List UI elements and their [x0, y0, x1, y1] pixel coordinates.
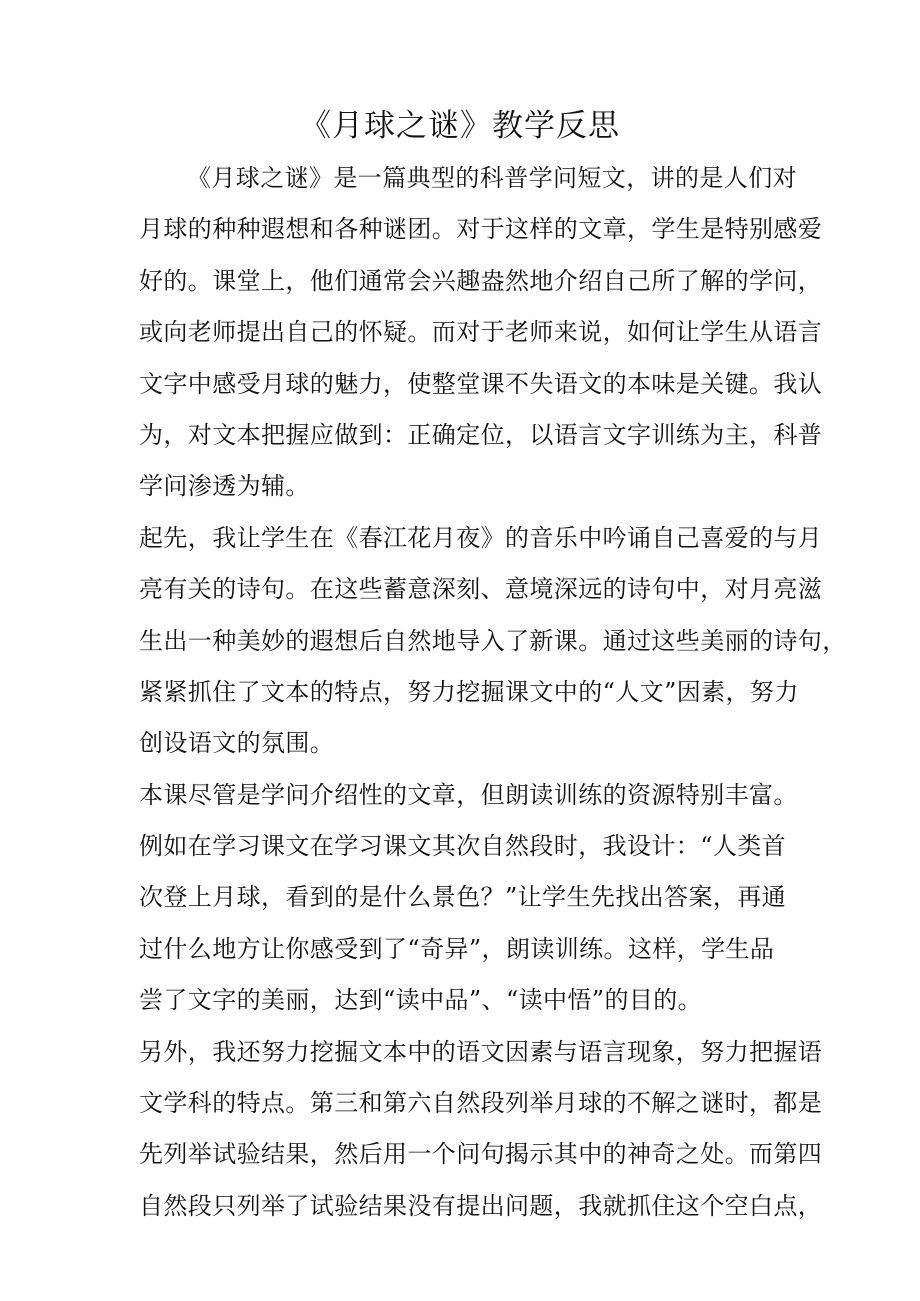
text-line: 月球的种种遐想和各种谜团。对于这样的文章，学生是特别感爱 — [139, 215, 823, 244]
text-line: 起先，我让学生在《春江花月夜》的音乐中吟诵自己喜爱的与月 — [139, 523, 823, 552]
text-line: 先列举试验结果，然后用一个问句揭示其中的神奇之处。而第四 — [139, 1140, 823, 1169]
text-line: 亮有关的诗句。在这些蓄意深刻、意境深远的诗句中，对月亮滋 — [139, 575, 823, 604]
text-line: 为，对文本把握应做到：正确定位，以语言文字训练为主，科普 — [139, 420, 823, 449]
text-line: 学问渗透为辅。 — [139, 472, 310, 501]
text-line: 过什么地方让你感受到了“奇异”，朗读训练。这样，学生品 — [139, 934, 775, 963]
body-text — [139, 153, 847, 1232]
text-line: 紧紧抓住了文本的特点，努力挖掘课文中的“人文”因素，努力 — [139, 677, 799, 706]
text-line: 好的。课堂上，他们通常会兴趣盎然地介绍自己所了解的学问， — [139, 266, 823, 295]
text-line: 另外，我还努力挖掘文本中的语文因素与语言现象，努力把握语 — [139, 1037, 823, 1066]
text-line: 例如在学习课文在学习课文其次自然段时，我设计：“人类首 — [139, 832, 787, 861]
text-line: 本课尽管是学问介绍性的文章，但朗读训练的资源特别丰富。 — [139, 780, 798, 809]
text-line: 次登上月球，看到的是什么景色？”让学生先找出答案，再通 — [139, 883, 787, 912]
text-line: 文学科的特点。第三和第六自然段列举月球的不解之谜时，都是 — [139, 1089, 823, 1118]
text-line: 生出一种美妙的遐想后自然地导入了新课。通过这些美丽的诗句， — [139, 626, 847, 655]
text-line: 创设语文的氛围。 — [139, 729, 335, 758]
page-title: 《月球之谜》教学反思 — [300, 108, 620, 144]
text-line: 《月球之谜》是一篇典型的科普学问短文，讲的是人们对 — [187, 164, 797, 192]
text-line: 自然段只列举了试验结果没有提出问题，我就抓住这个空白点， — [139, 1191, 823, 1220]
text-line: 文字中感受月球的魅力，使整堂课不失语文的本味是关键。我认 — [139, 369, 823, 398]
text-line: 尝了文字的美丽，达到“读中品”、“读中悟”的目的。 — [139, 986, 703, 1015]
text-line: 或向老师提出自己的怀疑。而对于老师来说，如何让学生从语言 — [139, 318, 823, 347]
